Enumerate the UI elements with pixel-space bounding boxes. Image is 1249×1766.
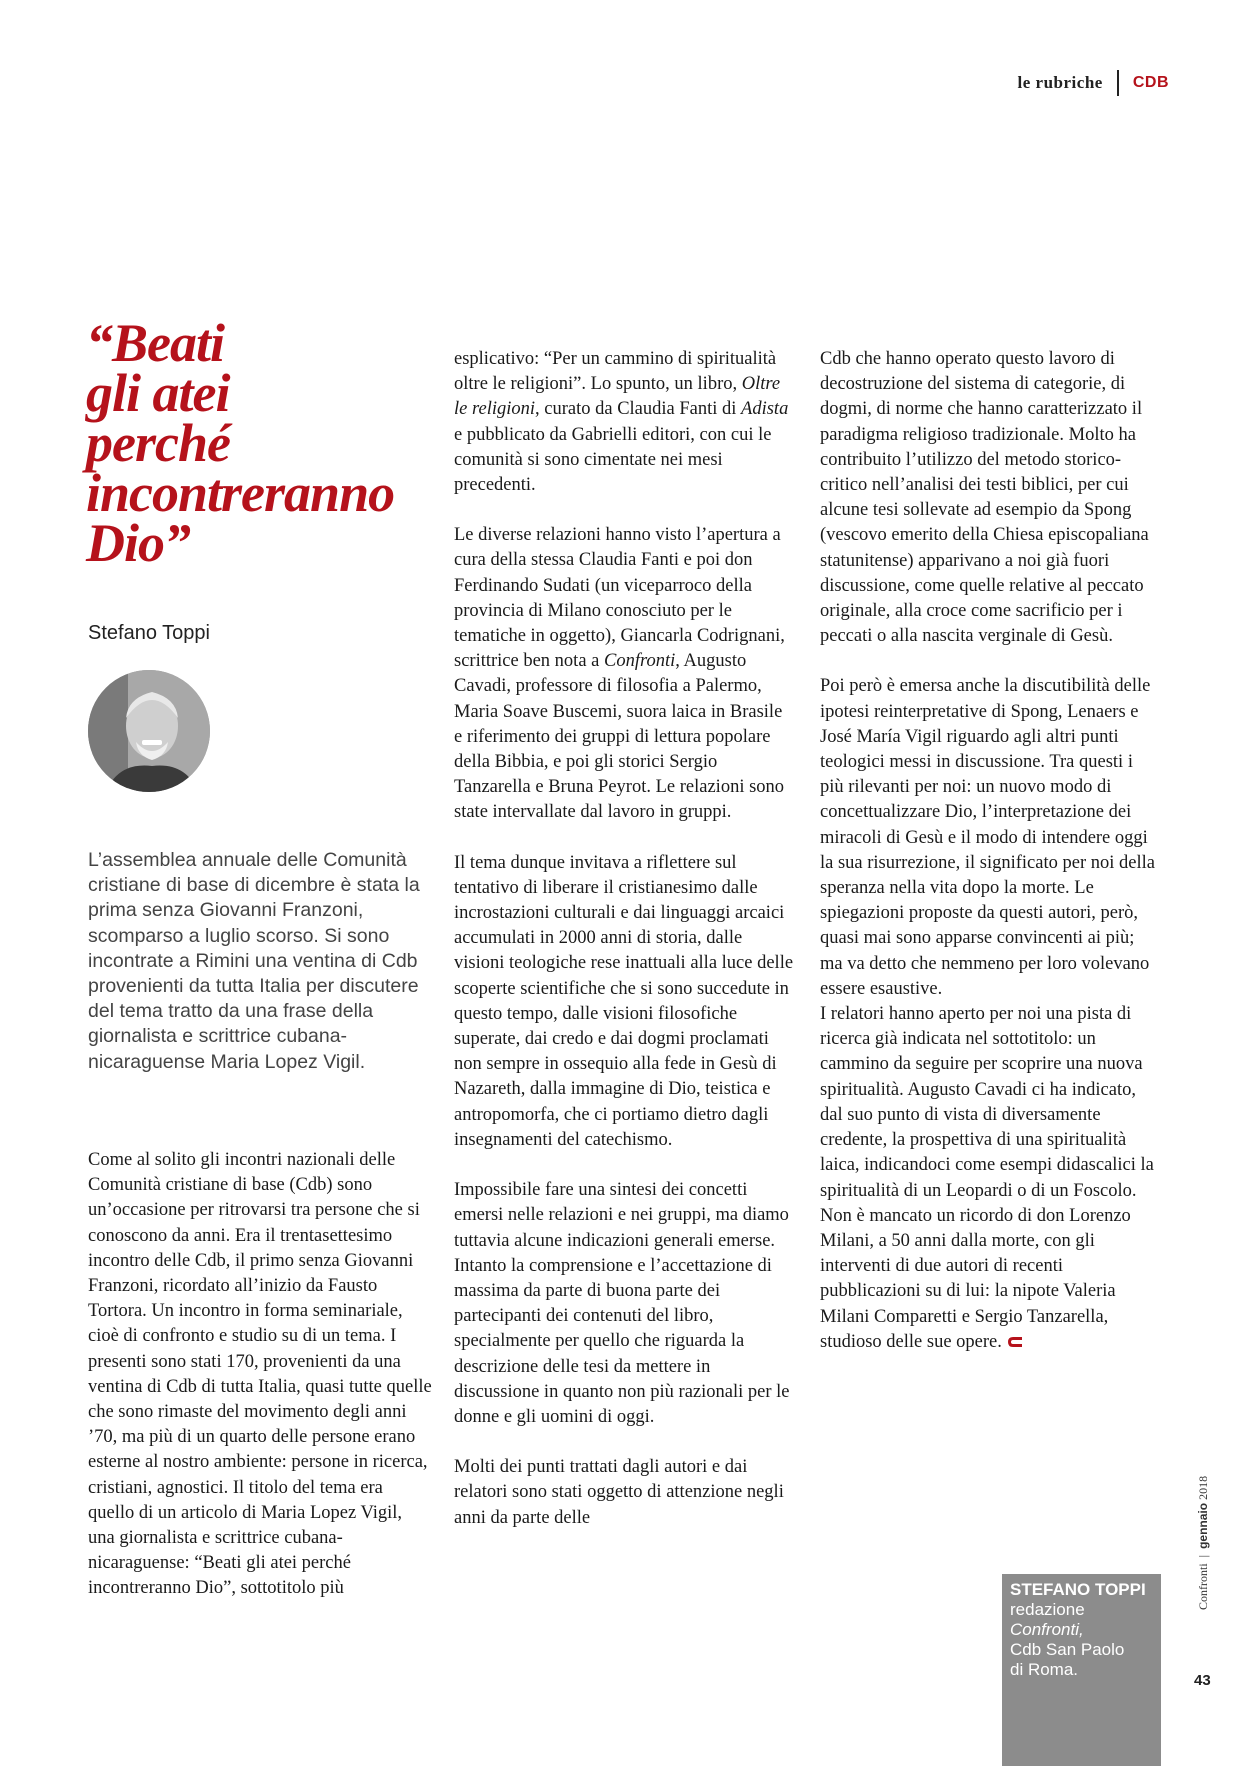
article-column-3	[820, 347, 1160, 1380]
article-title	[86, 313, 436, 573]
paragraph: Cdb che hanno operato questo lavoro di decostruzione del sistema di categorie, di dogmi, di norme che hanno caratterizzato il paradigma religioso tradizionale. Molto ha contribuito l’utilizzo del metodo storico-critico nell’analisi dei testi biblici, per cui alcune tesi sollevate ad esempio da Spong (vescovo emerito della Chiesa episcopaliana statunitense) apparivano a noi già fuori discussione, come quelle relative al peccato originale, alla croce come sacrificio per i peccati o alla nascita verginale di Gesù.	[820, 349, 1149, 647]
bio-community-city: di Roma.	[1010, 1660, 1079, 1679]
bio-name: STEFANO TOPPI	[1010, 1580, 1146, 1599]
paragraph: Come al solito gli incontri nazionali delle Comunità cristiane di base (Cdb) sono un’occasione per ritrovarsi tra persone che si conoscono da anni. Era il trentasettesimo incontro delle Cdb, il primo senza Giovanni Franzoni, ricordato all’inizio da Fausto Tortora. Un incontro in forma seminariale, cioè di confronto e studio su di un tema. I presenti sono stati 170, provenienti da una ventina di Cdb di tutta Italia, quasi tutte quelle che sono rimaste del movimento degli anni ’70, ma più di un quarto delle persone erano esterne al nostro ambiente: persone in ricerca, cristiani, agnostici. Il titolo del tema era quello di un articolo di Maria Lopez Vigil, una giornalista e scrittrice cubana-nicaraguense: “Beati gli atei perché incontreranno Dio”, sottotitolo più	[88, 1150, 432, 1599]
title-line: incontreranno	[86, 463, 395, 523]
section-label: le rubriche	[1017, 73, 1103, 92]
magazine-name: Confronti	[604, 651, 676, 672]
author-bio-box	[1002, 1574, 1161, 1766]
text-run: Le diverse relazioni hanno visto l’apertura a cura della stessa Claudia Fanti e poi don Ferdinando Sudati (un viceparroco della provincia di Milano conosciuto per le tematiche in oggetto), Giancarla Codrignani, scrittrice ben nota a	[454, 525, 785, 672]
page-header	[1018, 70, 1169, 96]
author-avatar	[88, 670, 210, 792]
header-separator	[1117, 70, 1119, 96]
footer-side-info	[1196, 1450, 1211, 1610]
author-portrait-icon	[88, 670, 210, 792]
author-byline: Stefano Toppi	[88, 622, 210, 644]
bio-magazine-name: Confronti	[1010, 1620, 1079, 1639]
title-line: gli atei	[86, 363, 230, 423]
footer-separator: |	[1196, 1554, 1210, 1558]
bio-magazine: Confronti,	[1010, 1620, 1084, 1639]
bio-role: redazione	[1010, 1600, 1085, 1619]
paragraph: Poi però è emersa anche la discutibilità delle ipotesi reinterpretative di Spong, Lenaers e José María Vigil riguardo agli altri punti teologici messi in discussione. Tra questi i più rilevanti per noi: un nuovo modo di concettualizzare Dio, l’interpretazione dei miracoli di Gesù e il modo di intendere oggi la sua risurrezione, il significato per noi della speranza nella vita dopo la morte. Le spiegazioni proposte da questi autori, però, quasi mai sono apparse convincenti ai più; ma va detto che nemmeno per loro volevano essere esaustive.	[820, 676, 1155, 999]
title-line: Dio”	[86, 513, 190, 573]
title-line: perché	[86, 413, 230, 473]
paragraph: Il tema dunque invitava a riflettere sul tentativo di liberare il cristianesimo dalle incrostazioni culturali e dai linguaggi arcaici accumulati in 2000 anni di storia, dalle visioni teologiche rese inattuali alla luce delle scoperte scientifiche che si sono succedute in questo tempo, dalle visioni filosofiche superate, dai credo e dai dogmi proclamati non sempre in ossequio alla fede in Gesù di Nazareth, dalla immagine di Dio, teistica e antropomorfa, che ci portiamo dietro dagli insegnamenti del catechismo.	[454, 852, 794, 1150]
confronti-c-icon	[1006, 1335, 1024, 1349]
article-column-2	[454, 347, 794, 1556]
paragraph	[454, 523, 794, 825]
footer-month: gennaio	[1196, 1502, 1210, 1549]
text-run: , Augusto Cavadi, professore di filosofia a Palermo, Maria Soave Buscemi, suora laica in Brasile e riferimento dei gruppi di lettura popolare della Bibbia, e poi gli storici Sergio Tanzarella e Bruna Peyrot. Le relazioni sono state intervallate dal lavoro in gruppi.	[454, 651, 785, 823]
footer-year: 2018	[1196, 1475, 1210, 1500]
paragraph: Molti dei punti trattati dagli autori e dai relatori sono stati oggetto di attenzione negli anni da parte delle	[454, 1457, 784, 1528]
category-label: CDB	[1132, 74, 1169, 91]
text-run: esplicativo: “Per un cammino di spiritualità oltre le religioni”. Lo spunto, un libro,	[454, 349, 777, 395]
text-run: , curato da Claudia Fanti di	[535, 399, 742, 420]
book-title: Oltre le religioni	[454, 374, 781, 420]
magazine-name: Adista	[741, 399, 789, 420]
paragraph	[454, 347, 794, 498]
text-run: I relatori hanno aperto per noi una pista di ricerca già indicata nel sottotitolo: un cammino da seguire per scoprire una nuova spiritualità. Augusto Cavadi ci ha indicato, dal suo punto di vista di diversamente credente, la prospettiva di una spiritualità laica, indicandoci come esempi didascalici la spiritualità di un Leopardi o di un Foscolo. Non è mancato un ricordo di don Lorenzo Milani, a 50 anni dalla morte, con gli interventi di due autori di recenti pubblicazioni su di lui: la nipote Valeria Milani Comparetti e Sergio Tanzarella, studioso delle sue opere.	[820, 1004, 1154, 1352]
article-column-1	[88, 1148, 433, 1627]
title-line: “Beati	[86, 313, 224, 373]
footer-magazine: Confronti	[1196, 1563, 1210, 1610]
text-run: e pubblicato da Gabrielli editori, con cui le comunità si sono cimentate nei mesi precedenti.	[454, 424, 772, 496]
paragraph: Impossibile fare una sintesi dei concetti emersi nelle relazioni e nei gruppi, ma diamo tuttavia alcune indicazioni generali emerse. Intanto la comprensione e l’accettazione di massima da parte di buona parte dei partecipanti dei contenuti del libro, specialmente per quello che riguarda la descrizione delle tesi da mettere in discussione in quanto non più razionali per le donne e gli uomini di oggi.	[454, 1180, 790, 1427]
bio-community: Cdb San Paolo	[1010, 1640, 1125, 1659]
page-number: 43	[1194, 1672, 1211, 1689]
article-lead: L’assemblea annuale delle Comunità cristiane di base di dicembre è stata la prima senza Giovanni Franzoni, scomparso a luglio scorso. Si sono incontrate a Rimini una ventina di Cdb provenienti da tutta Italia per discutere del tema tratto da una frase della giornalista e scrittrice cubana-nicaraguense Maria Lopez Vigil.	[88, 849, 420, 1073]
paragraph	[820, 1002, 1160, 1355]
